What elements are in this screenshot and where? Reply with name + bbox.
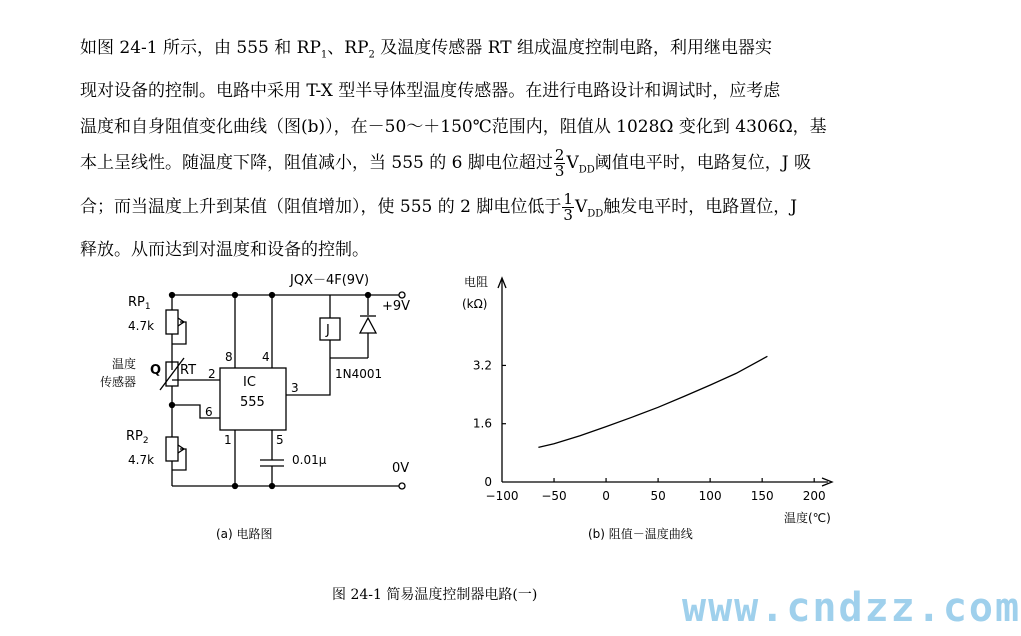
- pin-2-label: 2: [208, 367, 216, 381]
- relay-model-label: JQX－4F(9V): [290, 273, 370, 288]
- ic-label: IC: [243, 375, 256, 390]
- x-axis-label: 温度(℃): [784, 511, 831, 525]
- x-tick-label: 0: [602, 489, 610, 503]
- rp2-label: $RP_2$: [126, 429, 149, 446]
- sensor-label-1: 温度: [112, 357, 137, 371]
- pin-3-label: 3: [291, 381, 299, 395]
- figure-caption: 图 24-1 简易温度控制器电路(一): [332, 587, 538, 603]
- circuit-caption: (a) 电路图: [216, 527, 273, 541]
- x-tick-label: −100: [485, 489, 519, 503]
- fraction-one-third: $\frac{1}{3}$: [563, 189, 573, 224]
- rp2-value: 4.7k: [128, 453, 155, 467]
- fraction-two-thirds: $\frac{2}{3}$: [554, 146, 565, 181]
- ground-label: 0V: [392, 461, 410, 476]
- pin-4-label: 4: [262, 350, 270, 364]
- pin-5-label: 5: [276, 433, 284, 447]
- y-axis-label-1: 电阻: [464, 275, 489, 289]
- para-line-3: 温度和自身阻值变化曲线（图(b)），在－50～＋150℃范围内，阻值从 1028Ω 变化到 4306Ω，基: [80, 117, 827, 138]
- para-line-5: 合；而当温度上升到某值（阻值增加），使 555 的 2 脚电位低于 $\frac{1}{3}$ $V_{DD}$触发电平时，电路置位，J: [80, 189, 798, 224]
- y-tick-label: 3.2: [472, 358, 492, 373]
- y-tick-label: 1.6: [472, 416, 492, 431]
- watermark: www.cndzz.com: [682, 585, 1021, 631]
- y-axis-label-2: (kΩ): [462, 297, 488, 311]
- rp1-label: $RP_1$: [128, 295, 151, 312]
- para-line-4: 本上呈线性。随温度下降，阻值减小，当 555 的 6 脚电位超过 $\frac{2}{3}$ $V_{DD}$阈值电平时，电路复位，J 吸: [80, 146, 811, 181]
- chart-caption: (b) 阻值－温度曲线: [588, 527, 693, 541]
- pin-6-label: 6: [205, 405, 213, 419]
- x-tick-label: 150: [750, 489, 774, 503]
- x-tick-label: 100: [698, 489, 722, 503]
- para-line-6: 释放。从而达到对温度和设备的控制。: [80, 240, 369, 261]
- pin-1-label: 1: [224, 433, 232, 447]
- supply-label: +9V: [382, 299, 411, 314]
- y-tick-label: 0: [484, 475, 492, 489]
- ic-model: 555: [240, 395, 265, 410]
- para-line-2: 现对设备的控制。电路中采用 T-X 型半导体型温度传感器。在进行电路设计和调试时，应考虑: [80, 81, 781, 102]
- q-label: Q: [150, 363, 162, 378]
- series-line: [538, 356, 767, 447]
- diode-label: 1N4001: [335, 367, 383, 381]
- relay-coil-label: J: [326, 323, 330, 338]
- rp1-value: 4.7k: [128, 319, 155, 333]
- sensor-label-2: 传感器: [100, 375, 137, 389]
- pin-8-label: 8: [225, 350, 233, 364]
- rt-label: RT: [180, 363, 197, 378]
- x-tick-label: 50: [650, 489, 666, 503]
- para-line-1: 如图 24-1 所示，由 555 和 $RP_1$、$RP_2$ 及温度传感器 RT 组成温度控制电路，利用继电器实: [80, 38, 772, 61]
- x-tick-label: 200: [802, 489, 826, 503]
- x-tick-label: −50: [541, 489, 567, 503]
- capacitor-label: 0.01μ: [292, 453, 327, 467]
